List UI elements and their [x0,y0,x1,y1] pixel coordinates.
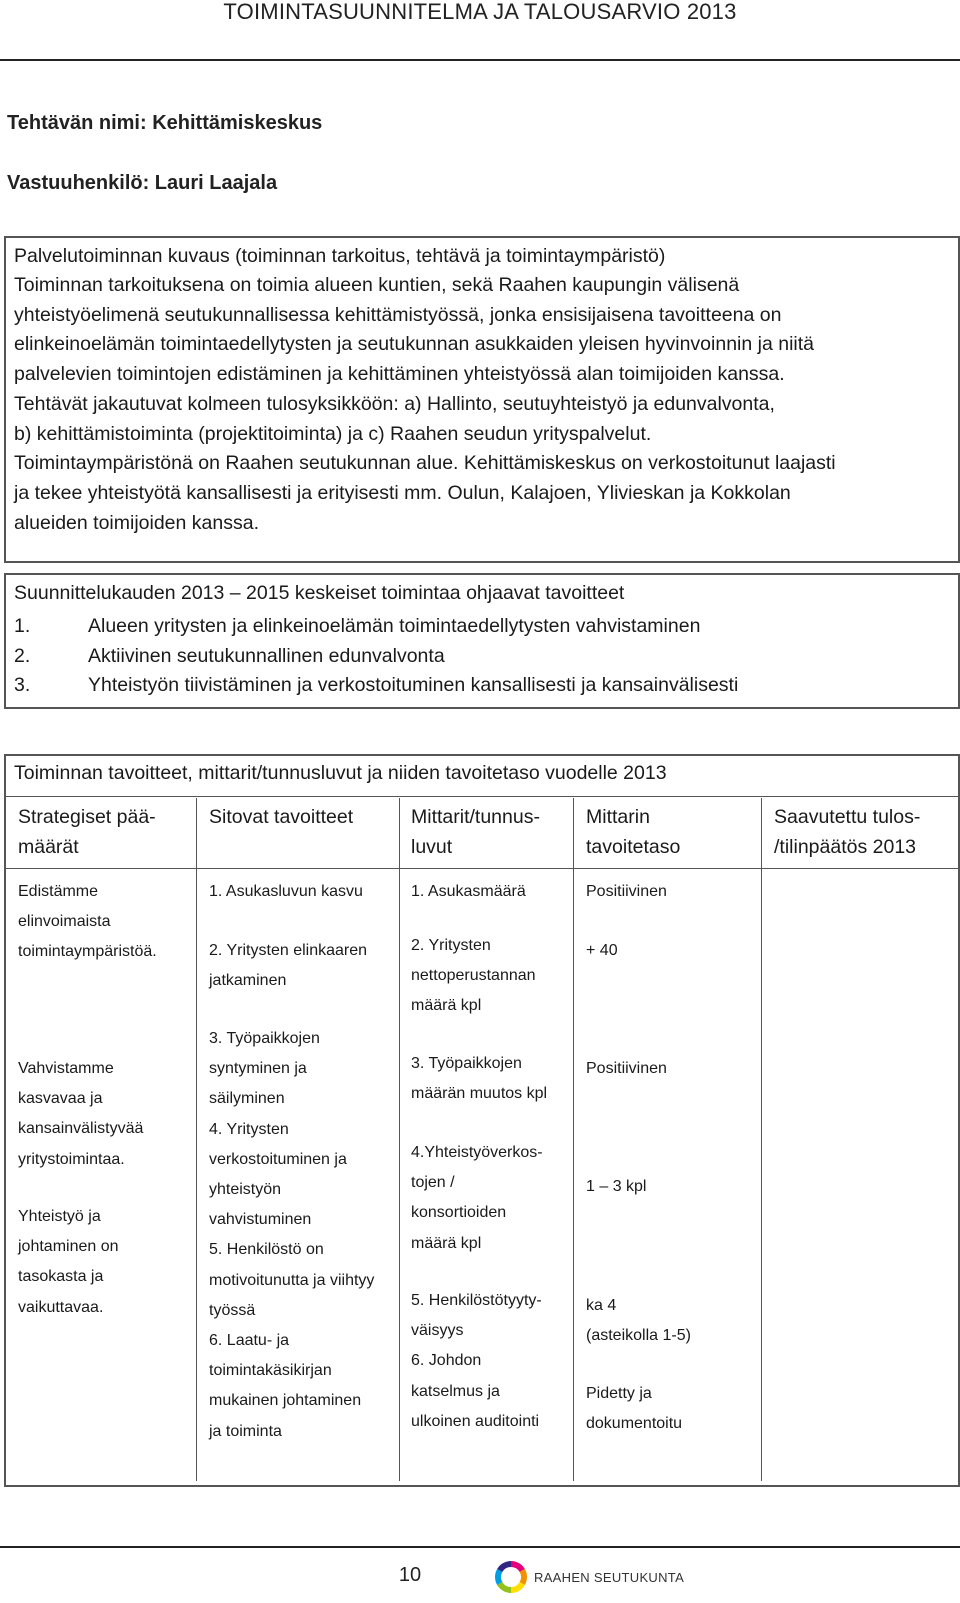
service-description-text [6,271,958,538]
cell-line: konsortioiden [411,1204,507,1222]
cell-line: säilyminen [209,1090,285,1108]
description-line: alueiden toimijoiden kanssa. [14,511,259,534]
logo-ring-segment [522,1571,524,1584]
description-line: yhteistyöelimenä seutukunnallisessa kehittämistyössä, jonka ensisijaisena tavoitteena on [14,303,782,326]
task-name: Tehtävän nimi: Kehittämiskeskus [7,112,323,134]
key-goals-box [4,573,960,709]
cell-line: motivoitunutta ja viihtyy [209,1271,375,1289]
column-header-metrics: Mittarit/tunnus- luvut [411,806,540,858]
column-divider [399,798,400,1481]
column-header-strategic: Strategiset pää- määrät [18,806,156,858]
target-level-cell [586,1172,646,1202]
key-goals-heading: Suunnittelukauden 2013 – 2015 keskeiset toimintaa ohjaavat tavoitteet [14,582,625,604]
cell-line: 4. Yritysten [209,1120,289,1138]
target-level-cell [586,877,667,907]
page-number: 10 [398,1564,422,1586]
description-line: b) kehittämistoiminta (projektitoiminta) ja c) Raahen seudun yrityspalvelut. [14,422,652,445]
description-line: ja tekee yhteistyötä kansallisesti ja erityisesti mm. Oulun, Kalajoen, Ylivieskan ja Kokkolan [14,481,791,504]
target-level-cell [586,1379,682,1439]
service-description-box [4,236,960,563]
cell-line: tasokasta ja [18,1268,104,1286]
cell-line: verkostoituminen ja [209,1150,347,1168]
cell-line: nettoperustannan [411,967,536,985]
cell-line: Positiivinen [586,883,667,900]
cell-line: määrä kpl [411,1234,482,1252]
key-goal-text: Alueen yritysten ja elinkeinoelämän toimintaedellytysten vahvistaminen [88,615,701,637]
cell-line: + 40 [586,942,618,959]
column-header-binding-goals: Sitovat tavoitteet [209,806,354,828]
key-goal-text: Yhteistyön tiivistäminen ja verkostoituminen kansallisesti ja kansainvälisesti [88,674,739,696]
cell-line: Positiivinen [586,1060,667,1077]
logo-ring-segment [511,1584,522,1591]
cell-line: katselmus ja [411,1382,500,1400]
cell-line: 1. Asukasmäärä [411,883,526,900]
binding-goal-cell [209,877,363,907]
cell-line: ka 4 [586,1297,617,1314]
cell-line: yhteistyön [209,1181,282,1199]
cell-line: tojen / [411,1174,455,1192]
cell-line: 4.Yhteistyöverkos- [411,1144,543,1161]
target-level-cell [586,1054,667,1084]
cell-line: Vahvistamme [18,1060,114,1077]
metric-cell [411,1286,542,1437]
cell-line: elinvoimaista [18,913,111,931]
cell-line: toimintakäsikirjan [209,1362,332,1380]
cell-line: määrän muutos kpl [411,1085,548,1103]
cell-line: jatkaminen [209,972,287,990]
cell-line: 1. Asukasluvun kasvu [209,883,363,900]
cell-line: syntyminen ja [209,1060,307,1078]
table-title-divider [6,796,958,797]
logo-text: RAAHEN SEUTUKUNTA [534,1569,685,1585]
column-divider [761,798,762,1481]
cell-line: 3. Työpaikkojen [411,1055,522,1072]
description-line: elinkeinoelämän toimintaedellytysten ja seutukunnan asukkaiden yleisen hyvinvoinnin ja niitä [14,333,814,356]
key-goal-number: 3. [14,674,31,696]
cell-line: Yhteistyö ja [18,1208,101,1225]
objectives-table-title: Toiminnan tavoitteet, mittarit/tunnusluvut ja niiden tavoitetaso vuodelle 2013 [14,762,667,784]
key-goals-list [6,612,958,701]
logo-ring-segment [500,1584,511,1591]
footer-divider [0,1546,960,1548]
cell-line: 6. Johdon [411,1352,482,1370]
cell-line: työssä [209,1301,256,1319]
objectives-table [4,754,960,1487]
cell-line: Pidetty ja [586,1385,652,1402]
cell-line: 5. Henkilöstötyyty- [411,1292,542,1309]
cell-line: kansainvälistyvää [18,1120,144,1138]
cell-line: määrä kpl [411,997,482,1015]
description-line: Toimintaympäristönä on Raahen seutukunnan alue. Kehittämiskeskus on verkostoitunut laajasti [14,452,836,475]
key-goal-text: Aktiivinen seutukunnallinen edunvalvonta [88,644,445,667]
column-header-target-level: Mittarin tavoitetaso [586,806,681,858]
cell-line: ulkoinen auditointi [411,1412,540,1430]
metric-cell [411,877,526,907]
description-line: palvelevien toimintojen edistäminen ja kehittäminen yhteistyössä alan toimijoiden kanssa. [14,363,785,386]
strategic-goal-cell [18,877,157,968]
responsible-person: Vastuuhenkilö: Lauri Laajala [7,172,278,194]
raahen-seutukunta-logo [494,1560,684,1594]
cell-line: toimintaympäristöä. [18,943,157,961]
cell-line: johtaminen on [18,1238,119,1256]
cell-line: vaikuttavaa. [18,1298,104,1316]
cell-line: väisyys [411,1322,464,1340]
cell-line: dokumentoitu [586,1415,683,1433]
service-description-heading: Palvelutoiminnan kuvaus (toiminnan tarkoitus, tehtävä ja toimintaympäristö) [14,245,666,267]
column-divider [196,798,197,1481]
target-level-cell [586,936,618,966]
cell-line: vahvistuminen [209,1211,312,1229]
column-divider [573,798,574,1481]
target-level-cell [586,1291,691,1351]
page-header-title: TOIMINTASUUNNITELMA JA TALOUSARVIO 2013 [223,0,737,24]
cell-line: yritystoimintaa. [18,1150,125,1168]
strategic-goal-cell [18,1202,119,1323]
strategic-goal-cell [18,1054,143,1175]
metric-cell [411,1049,547,1109]
table-header-divider [6,868,958,869]
cell-line: 2. Yritysten elinkaaren [209,942,368,959]
cell-line: 5. Henkilöstö on [209,1241,324,1259]
logo-ring-segment [511,1564,522,1571]
cell-line: (asteikolla 1-5) [586,1327,691,1345]
column-header-achieved-result: Saavutettu tulos- /tilinpäätös 2013 [774,806,921,858]
ring-logo-icon [494,1560,528,1594]
key-goal-number: 2. [14,644,31,667]
cell-line: Edistämme [18,883,99,900]
logo-ring-segment [498,1571,500,1584]
cell-line: 6. Laatu- ja [209,1332,290,1350]
key-goal-item [14,612,958,642]
metric-cell [411,1138,543,1259]
cell-line: 2. Yritysten [411,937,491,954]
cell-line: 1 – 3 kpl [586,1178,647,1195]
metric-cell [411,931,536,1022]
logo-ring-segment [500,1564,511,1571]
header-divider [0,59,960,61]
cell-line: ja toiminta [209,1422,282,1440]
cell-line: mukainen johtaminen [209,1392,362,1410]
cell-line: kasvavaa ja [18,1090,103,1108]
description-line: Toiminnan tarkoituksena on toimia alueen kuntien, sekä Raahen kaupungin välisenä [14,274,740,296]
binding-goal-cell [209,1024,374,1447]
binding-goal-cell [209,936,367,996]
description-line: Tehtävät jakautuvat kolmeen tulosyksikköön: a) Hallinto, seutuyhteistyö ja edunvalvonta, [14,392,775,415]
key-goal-item [14,642,958,672]
key-goal-item [14,671,958,701]
cell-line: 3. Työpaikkojen [209,1030,320,1047]
key-goal-number: 1. [14,615,31,637]
